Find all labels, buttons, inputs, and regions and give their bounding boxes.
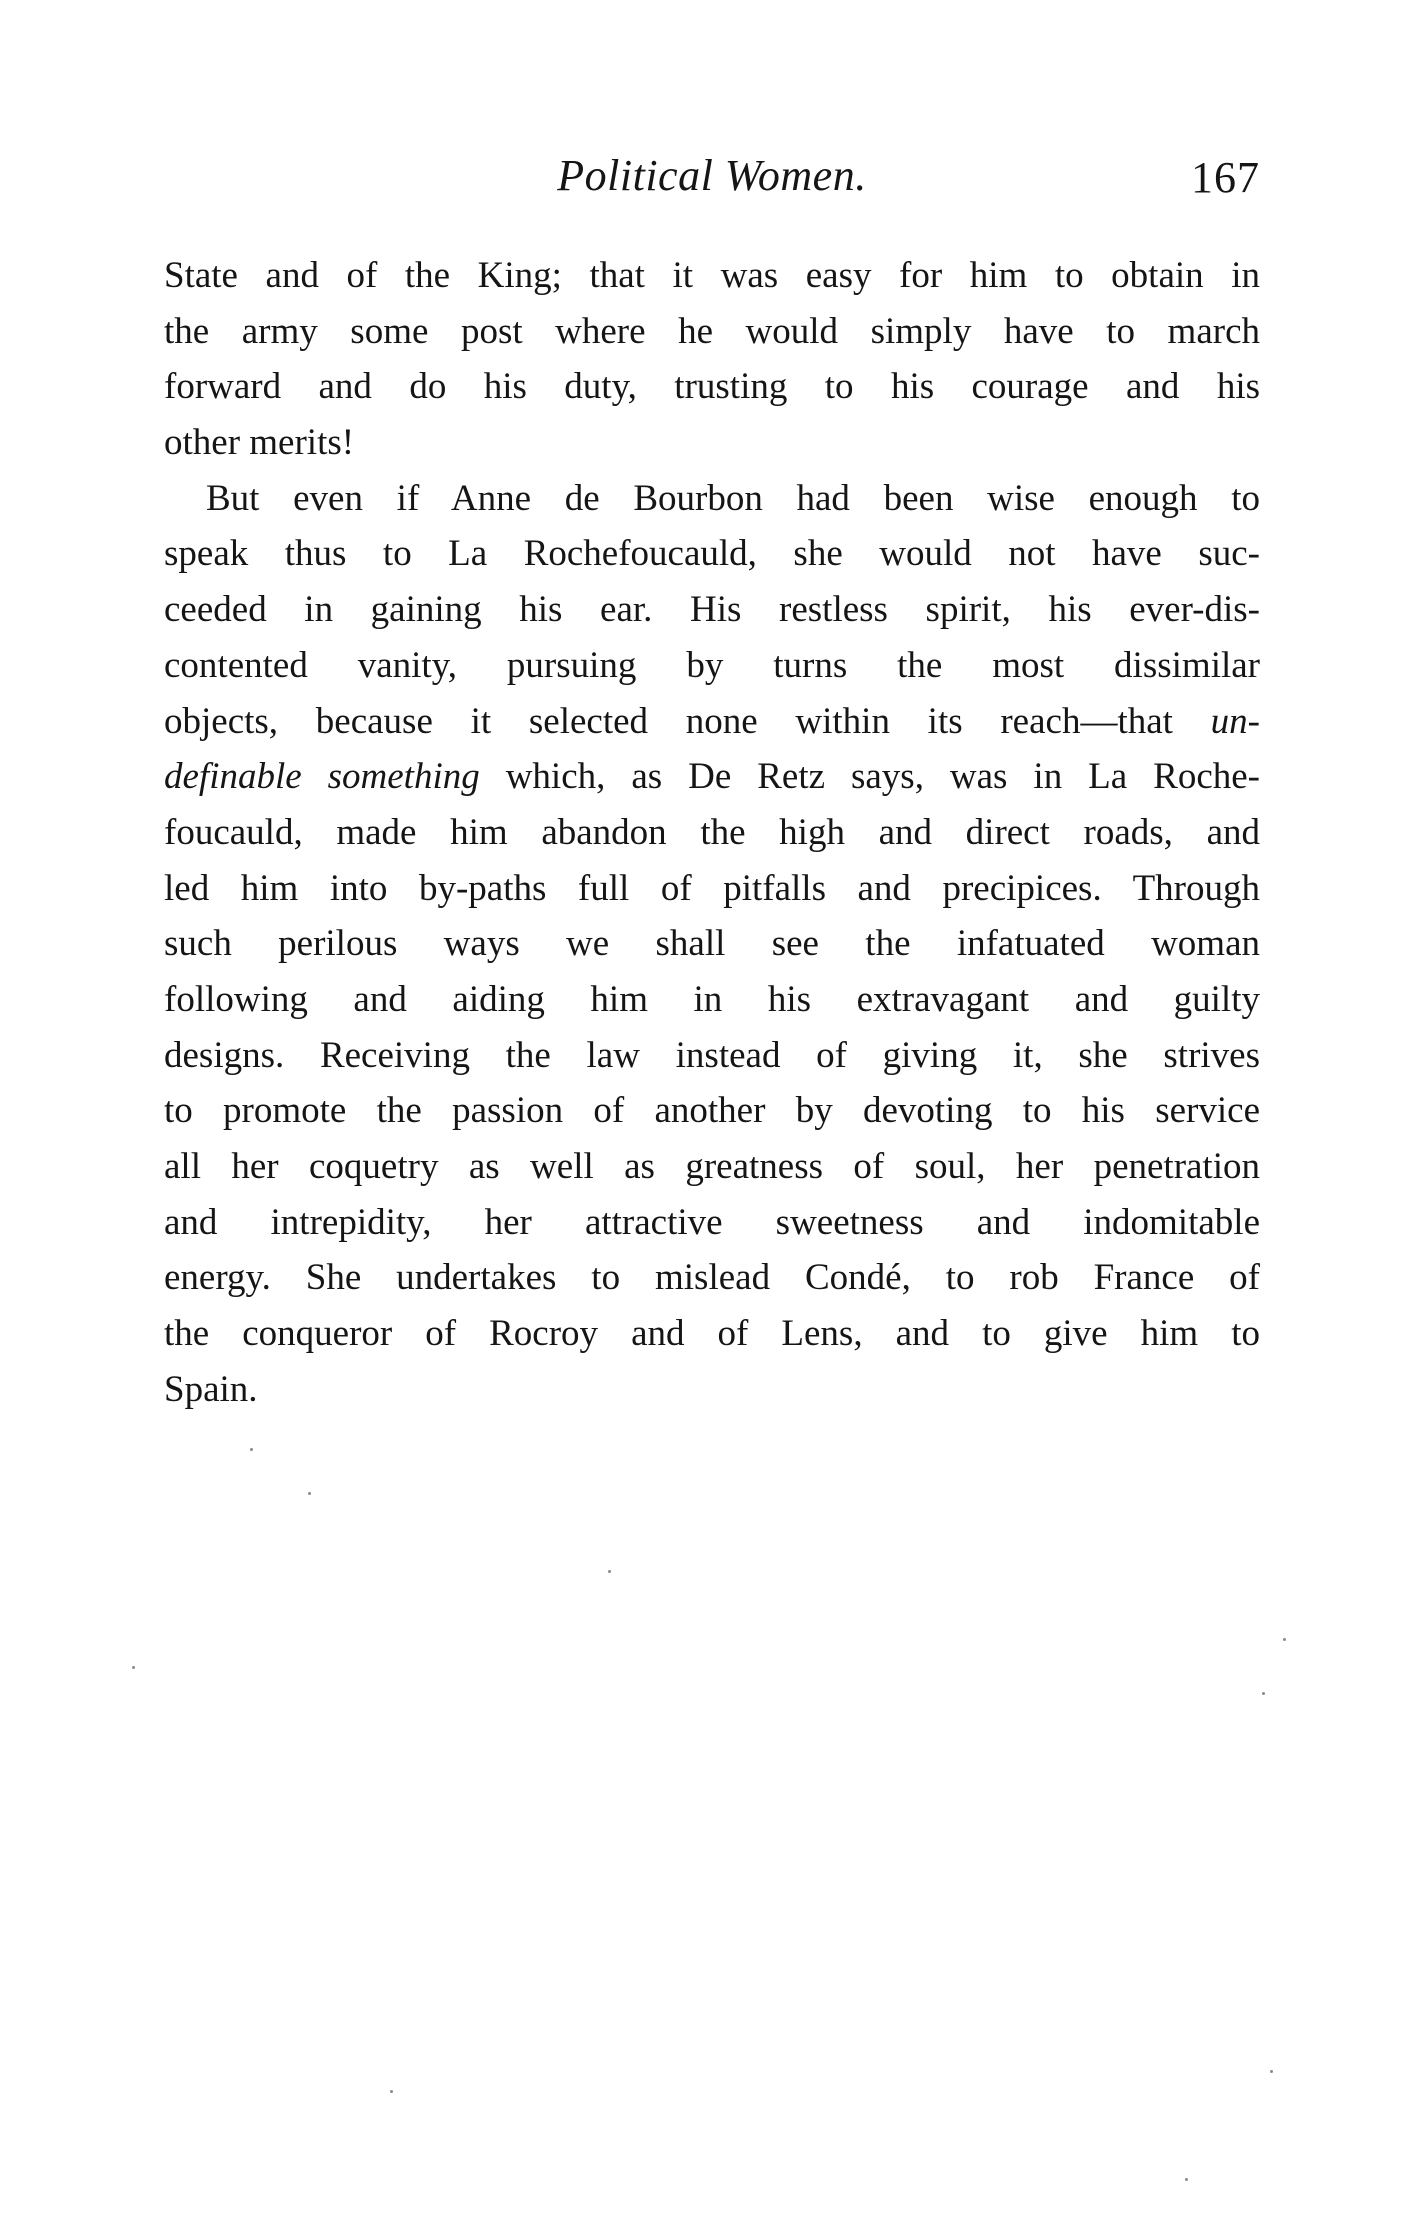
scan-speck <box>132 1666 135 1669</box>
text-line: following and aiding him in his extravagant and guilty <box>164 978 1260 1020</box>
scan-speck <box>1283 1638 1286 1641</box>
text-line: to promote the passion of another by devoting to his service <box>164 1090 1260 1132</box>
scan-speck <box>608 1570 611 1573</box>
text-line: energy. She undertakes to mislead Condé, to rob France of <box>164 1257 1260 1299</box>
text-line: But even if Anne de Bourbon had been wise enough to <box>206 477 1260 519</box>
text-line: definable something which, as De Retz says, was in La Roche- <box>164 756 1260 798</box>
text-line: designs. Receiving the law instead of giving it, she strives <box>164 1034 1260 1076</box>
text-line: and intrepidity, her attractive sweetness and indomitable <box>164 1201 1260 1243</box>
text-line: the conqueror of Rocroy and of Lens, and to give him to <box>164 1313 1260 1355</box>
text-line: contented vanity, pursuing by turns the most dissimilar <box>164 644 1260 686</box>
body-text <box>164 248 1260 1417</box>
text-line: Spain. <box>164 1368 258 1410</box>
scan-speck <box>1262 1692 1265 1695</box>
text-line: other merits! <box>164 422 355 464</box>
page-number: 167 <box>1191 153 1260 202</box>
scan-speck <box>308 1492 311 1495</box>
text-line: such perilous ways we shall see the infatuated woman <box>164 923 1260 965</box>
text-line: the army some post where he would simply have to march <box>164 310 1260 352</box>
italic-phrase: un- <box>1210 700 1260 742</box>
text-line: State and of the King; that it was easy for him to obtain in <box>164 255 1260 296</box>
text-line: foucauld, made him abandon the high and direct roads, and <box>164 811 1260 853</box>
scan-speck <box>1270 2070 1273 2073</box>
text-line: forward and do his duty, trusting to his courage and his <box>164 366 1260 408</box>
scan-speck <box>390 2090 393 2093</box>
text-line: objects, because it selected none within its reach—that un- <box>164 700 1260 742</box>
running-title: Political Women. <box>557 151 867 200</box>
scan-speck <box>250 1448 253 1451</box>
text-line: led him into by-paths full of pitfalls and precipices. Through <box>164 867 1260 909</box>
scan-speck <box>1185 2178 1188 2181</box>
text-line: ceeded in gaining his ear. His restless spirit, his ever-dis- <box>164 589 1260 631</box>
italic-phrase: definable something <box>164 756 480 798</box>
text-line: speak thus to La Rochefoucauld, she would not have suc- <box>164 533 1260 575</box>
running-head <box>164 146 1260 206</box>
text-line: all her coquetry as well as greatness of soul, her penetration <box>164 1146 1260 1187</box>
